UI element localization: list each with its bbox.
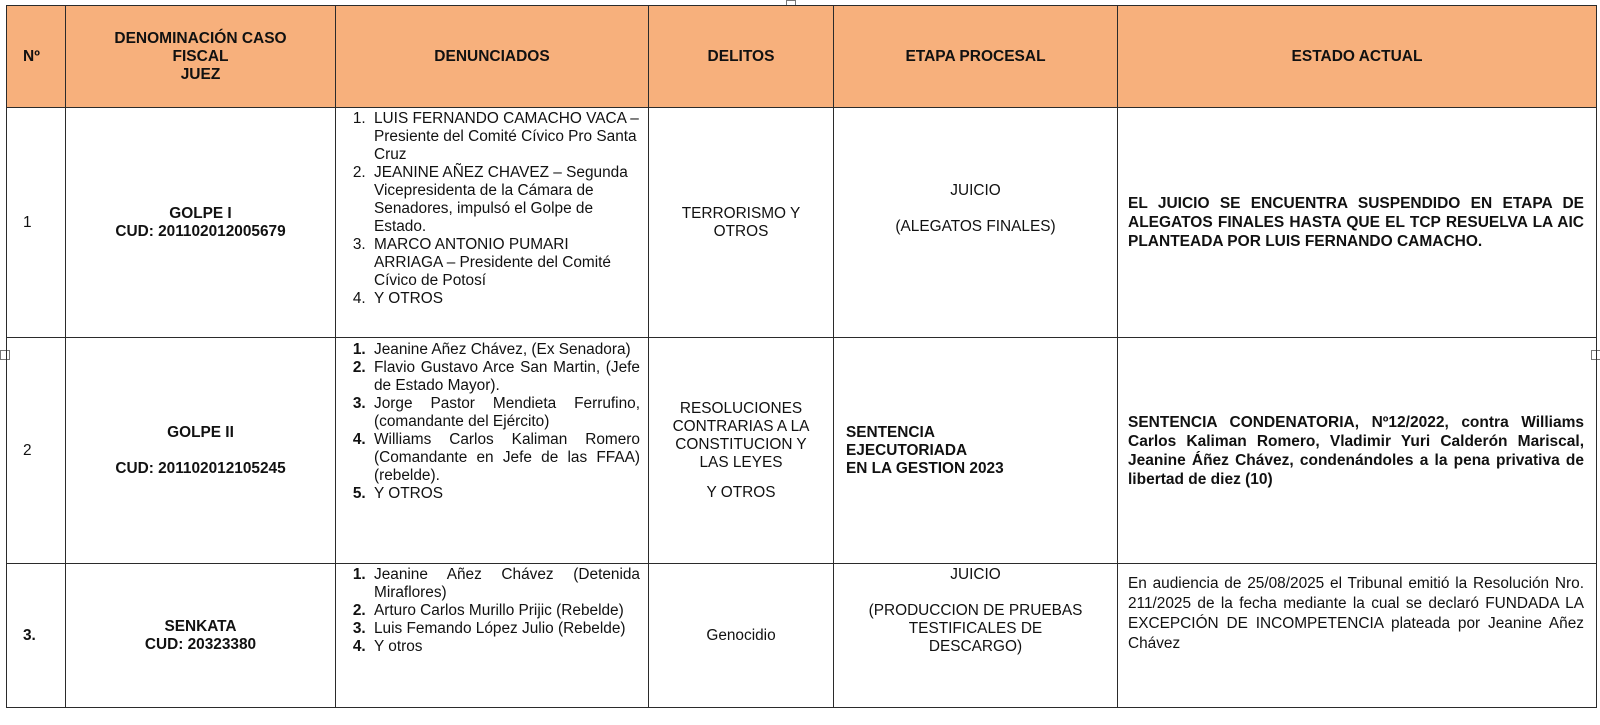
list-item: 2. JEANINE AÑEZ CHAVEZ – Segunda Vicepresidenta de la Cámara de Senadores, impulsó el Golpe de Estado.	[370, 164, 640, 236]
row-3-denunciados-list	[344, 566, 640, 656]
row-3-estado	[1118, 564, 1597, 708]
list-item: 4. Y OTROS	[370, 290, 640, 308]
header-delitos: DELITOS	[649, 6, 834, 108]
row-3-etapa-line1: JUICIO	[950, 566, 1001, 583]
header-caso-line1: DENOMINACIÓN CASO	[114, 29, 287, 47]
row-2-etapa-line2: EJECUTORIADA	[846, 441, 968, 459]
row-3-etapa-line3: TESTIFICALES DE	[908, 620, 1043, 637]
table-row-2	[7, 338, 1597, 564]
row-3-delitos-line1: Genocidio	[706, 626, 776, 644]
row-2-delitos-line1: RESOLUCIONES	[679, 399, 803, 417]
row-2-etapa-line1: SENTENCIA	[846, 423, 935, 441]
row-1-delitos-line1: TERRORISMO Y	[681, 204, 801, 222]
row-2-caso-cud: CUD: 201102012105245	[115, 459, 286, 477]
header-row	[7, 6, 1597, 108]
list-item: 3. Luis Femando López Julio (Rebelde)	[370, 620, 640, 638]
case-table-wrapper	[6, 5, 1598, 708]
header-estado: ESTADO ACTUAL	[1118, 6, 1597, 108]
list-item: 2. Arturo Carlos Murillo Prijic (Rebelde)	[370, 602, 640, 620]
row-2-delitos	[649, 338, 834, 564]
row-3-no: 3.	[7, 564, 66, 708]
row-2-delitos-line3: CONSTITUCION Y	[675, 435, 807, 453]
row-2-denunciados-list	[344, 341, 640, 503]
list-item: 1. LUIS FERNANDO CAMACHO VACA – Presiente del Comité Cívico Pro Santa Cruz	[370, 110, 640, 164]
header-no: Nº	[7, 6, 66, 108]
table-row-3	[7, 564, 1597, 708]
row-2-denunciados	[336, 338, 649, 564]
row-3-caso	[66, 564, 336, 708]
list-item: 3. Jorge Pastor Mendieta Ferrufino, (comandante del Ejército)	[370, 395, 640, 431]
row-1-denunciados-list	[344, 110, 640, 308]
row-2-delitos-line5: Y OTROS	[706, 483, 776, 501]
row-2-estado	[1118, 338, 1597, 564]
row-3-estado-part1: En audiencia de 25/08/2025 el Tribunal emitió la Resolución Nro. 211/2025 de la fecha mediante la cual se declaró	[1128, 575, 1584, 612]
row-2-delitos-line4: LAS LEYES	[699, 453, 783, 471]
row-1-denunciados	[336, 108, 649, 338]
row-1-etapa-line1: JUICIO	[950, 181, 1001, 199]
row-1-caso-cud: CUD: 201102012005679	[115, 222, 286, 240]
row-2-etapa	[834, 338, 1118, 564]
row-3-etapa-line4: DESCARGO)	[928, 638, 1023, 655]
list-item: 5. Y OTROS	[370, 485, 640, 503]
header-denunciados: DENUNCIADOS	[336, 6, 649, 108]
row-3-etapa-line2: (PRODUCCION DE PRUEBAS	[868, 602, 1083, 619]
row-3-estado-part3: plateada por Jeanine Añez Chávez	[1128, 615, 1584, 652]
row-2-no: 2	[7, 338, 66, 564]
list-item: 2. Flavio Gustavo Arce San Martin, (Jefe de Estado Mayor).	[370, 359, 640, 395]
row-3-caso-name: SENKATA	[164, 617, 237, 635]
row-1-delitos	[649, 108, 834, 338]
row-1-no: 1	[7, 108, 66, 338]
table-row-1	[7, 108, 1597, 338]
row-2-etapa-line3: EN LA GESTION 2023	[846, 459, 1004, 477]
row-3-estado-text	[1128, 574, 1584, 654]
list-item: 3. MARCO ANTONIO PUMARI ARRIAGA – Presidente del Comité Cívico de Potosí	[370, 236, 640, 290]
case-table	[6, 5, 1597, 708]
row-3-etapa	[834, 564, 1118, 708]
header-etapa: ETAPA PROCESAL	[834, 6, 1118, 108]
list-item: 1. Jeanine Añez Chávez (Detenida Miraflores)	[370, 566, 640, 602]
row-1-etapa-line2: (ALEGATOS FINALES)	[895, 217, 1056, 235]
row-2-estado-text: SENTENCIA CONDENATORIA, Nº12/2022, contra Williams Carlos Kaliman Romero, Vladimir Yuri Calderón Mariscal, Jeanine Áñez Chávez, condenándoles a la pena privativa de libertad de diez (10)	[1128, 413, 1584, 488]
header-caso-line2: FISCAL	[172, 47, 229, 65]
list-item: 4. Y otros	[370, 638, 640, 656]
row-1-caso	[66, 108, 336, 338]
row-3-denunciados	[336, 564, 649, 708]
list-item: 1. Jeanine Añez Chávez, (Ex Senadora)	[370, 341, 640, 359]
header-caso	[66, 6, 336, 108]
row-3-delitos	[649, 564, 834, 708]
row-2-delitos-line2: CONTRARIAS A LA	[672, 417, 810, 435]
header-caso-line3: JUEZ	[180, 65, 221, 83]
row-1-caso-name: GOLPE I	[169, 204, 232, 222]
row-3-estado-part2: FUNDADA LA EXCEPCIÓN DE INCOMPETENCIA	[1128, 595, 1584, 632]
row-1-delitos-line2: OTROS	[713, 222, 769, 240]
row-2-caso-name: GOLPE II	[167, 423, 234, 441]
row-1-etapa	[834, 108, 1118, 338]
row-3-caso-cud: CUD: 20323380	[144, 635, 257, 653]
row-2-caso	[66, 338, 336, 564]
list-item: 4. Williams Carlos Kaliman Romero (Comandante en Jefe de las FFAA) (rebelde).	[370, 431, 640, 485]
row-1-estado-text: EL JUICIO SE ENCUENTRA SUSPENDIDO EN ETAPA DE ALEGATOS FINALES HASTA QUE EL TCP RESUELVA LA AIC PLANTEADA POR LUIS FERNANDO CAMACHO.	[1128, 195, 1584, 250]
row-1-estado	[1118, 108, 1597, 338]
